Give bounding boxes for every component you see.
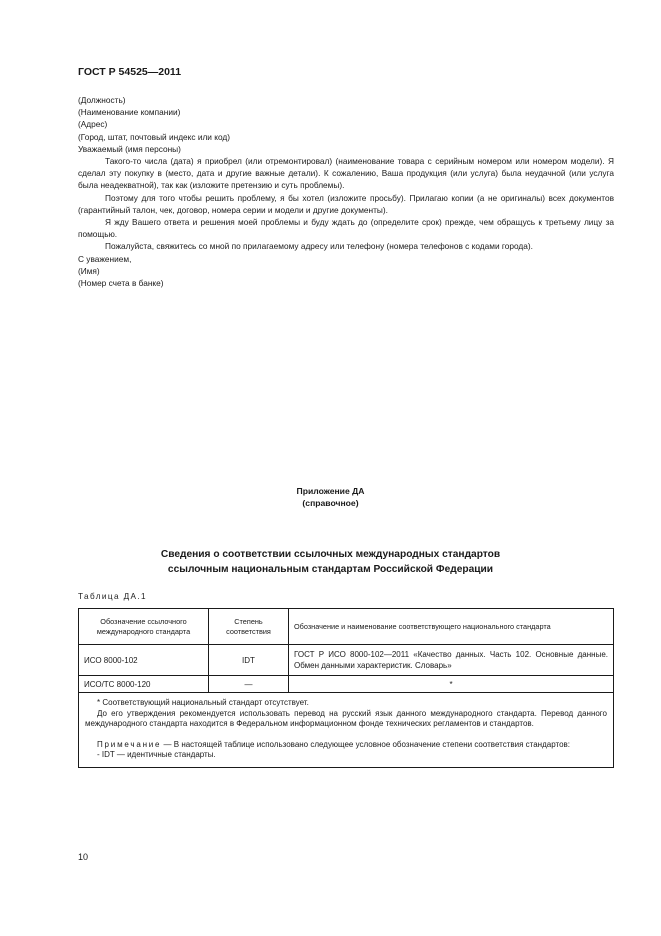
table-header-cell: Степень соответствия [209, 609, 289, 645]
letter-line-city: (Город, штат, почтовый индекс или код) [78, 131, 231, 142]
letter-closing: С уважением, [78, 253, 132, 264]
table-header-cell: Обозначение и наименование соответствующего национального стандарта [289, 609, 614, 645]
footnote: * Соответствующий национальный стандарт отсутствует. [97, 698, 309, 707]
table-notes-row [79, 693, 614, 768]
table-cell: — [209, 676, 289, 693]
letter-paragraph: Пожалуйста, свяжитесь со мной по прилагаемому адресу или телефону (номера телефонов с кодами города). [105, 241, 533, 252]
note-text: — В настоящей таблице использовано следующее условное обозначение степени соответствия стандартов: [161, 739, 570, 749]
page-number: 10 [78, 852, 89, 862]
letter-line-company: (Наименование компании) [78, 107, 181, 118]
appendix-name: Приложение ДА [296, 486, 365, 496]
table-row [79, 676, 614, 693]
document-header: ГОСТ Р 54525—2011 [78, 66, 182, 78]
table-cell: ИСО 8000-102 [79, 645, 209, 676]
table-header-cell: Обозначение ссылочного международного стандарта [79, 609, 209, 645]
table-cell: ИСО/ТС 8000-120 [79, 676, 209, 693]
correspondence-table [78, 608, 614, 768]
letter-paragraph: Я жду Вашего ответа и решения моей проблемы и буду ждать до (определите срок) прежде, чем обращусь к третьему лицу за помощью. [78, 217, 614, 240]
letter-line-address: (Адрес) [78, 119, 108, 130]
appendix-heading [0, 486, 661, 509]
table-notes [79, 693, 614, 768]
footnote-continuation: До его утверждения рекомендуется использовать перевод на русский язык данного международного стандарта. Перевод данного международного стандарта находится в Федеральном информационном фонде технических регламентов и стандартов. [85, 708, 607, 728]
section-title [0, 548, 661, 577]
letter-paragraph: Такого-то числа (дата) я приобрел (или отремонтировал) (наименование товара с серийным номером или номером модели). Я сделал эту покупку в (место, дата и другие важные детали). К сожалению, Ваша продукция (или услуга) была неудачной (или услуга была неадекватной), так как (изложите претензию и суть проблемы). [78, 156, 614, 191]
letter-closing-account: (Номер счета в банке) [78, 278, 164, 289]
note-label: Примечание [97, 739, 162, 749]
note [85, 740, 607, 751]
table-header-row [79, 609, 614, 645]
table-row [79, 645, 614, 676]
letter-line-position: (Должность) [78, 95, 126, 105]
letter-template [78, 94, 614, 289]
table-caption: Таблица ДА.1 [78, 592, 148, 601]
section-title-line2: ссылочным национальным стандартам Российской Федерации [167, 563, 494, 575]
table-cell: IDT [209, 645, 289, 676]
table-cell: ГОСТ Р ИСО 8000-102—2011 «Качество данных. Часть 102. Основные данные. Обмен данными характеристик. Словарь» [289, 645, 614, 676]
letter-line-salutation: Уважаемый (имя персоны) [78, 143, 181, 154]
appendix-type: (справочное) [302, 497, 359, 508]
letter-closing-name: (Имя) [78, 265, 100, 276]
section-title-line1: Сведения о соответствии ссылочных международных стандартов [160, 549, 501, 560]
table-cell: * [289, 676, 614, 693]
letter-paragraph: Поэтому для того чтобы решить проблему, я бы хотел (изложите просьбу). Прилагаю копии (а не оригиналы) всех документов (гарантийный талон, чек, договор, номера серии и модели и другие документы). [78, 192, 614, 215]
note-item: - IDT — идентичные стандарты. [97, 750, 216, 759]
